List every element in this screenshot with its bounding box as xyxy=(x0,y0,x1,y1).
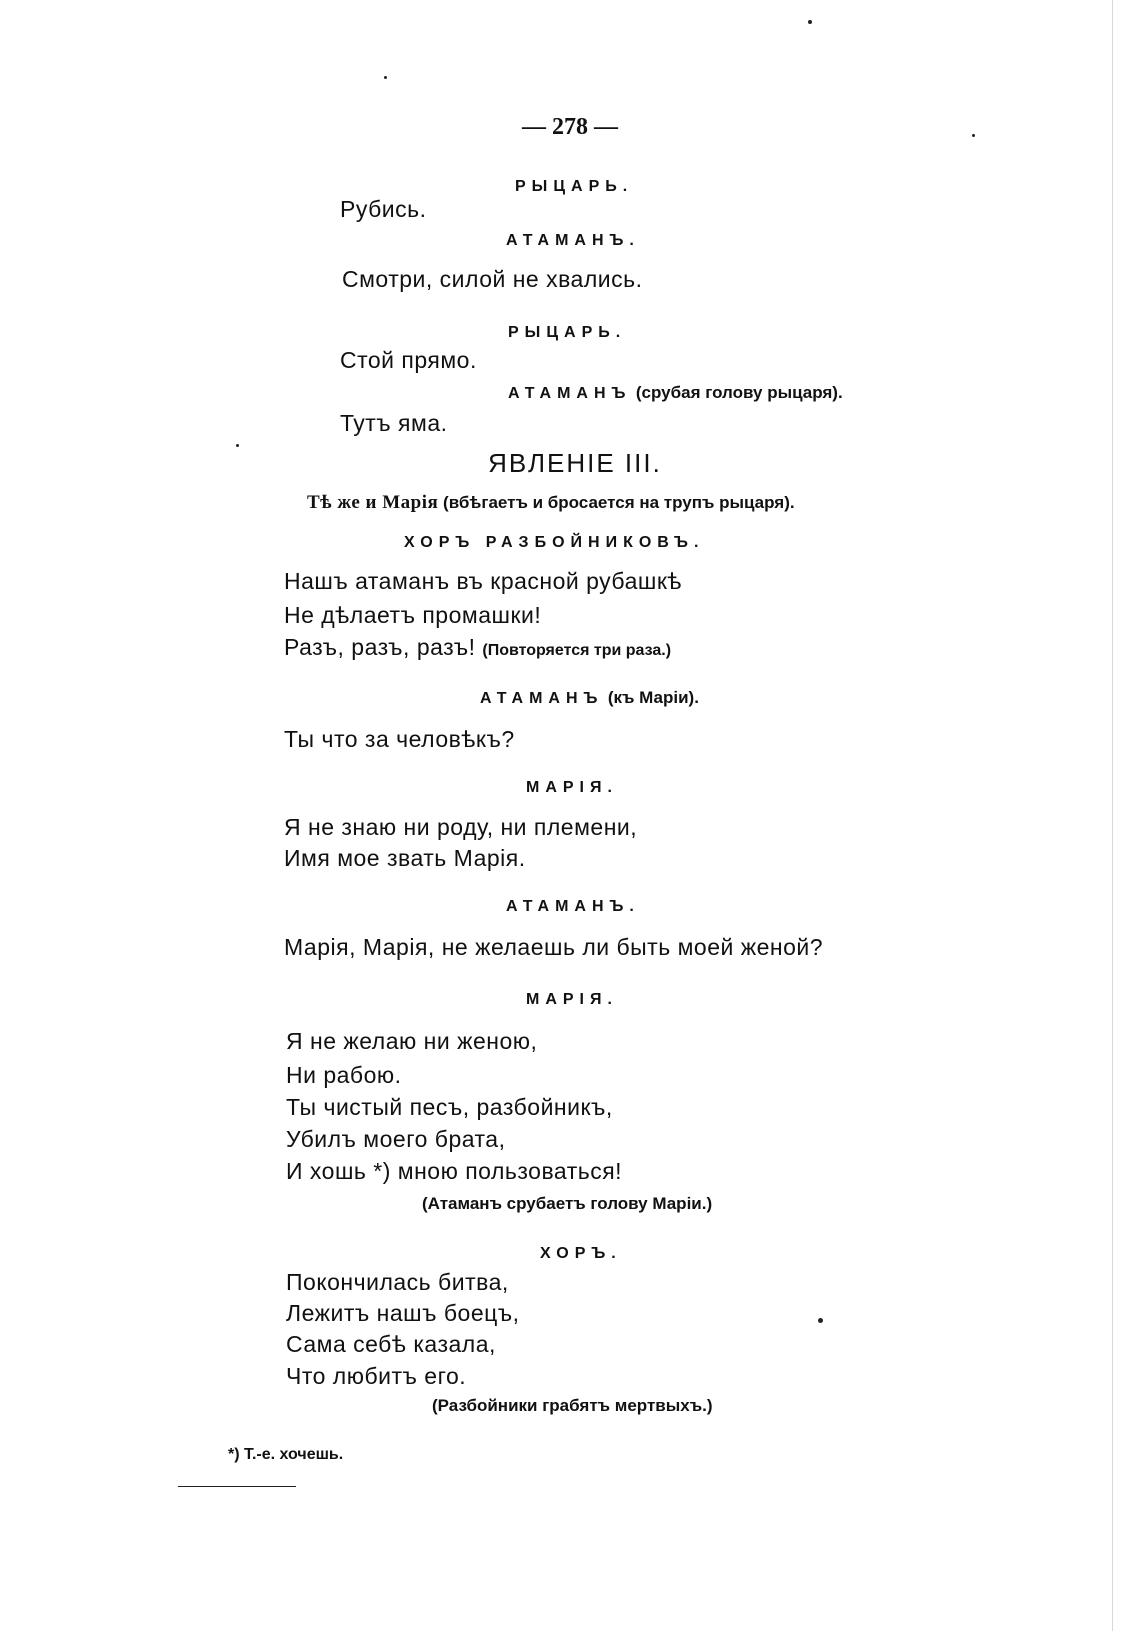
speaker-robbers-chorus: ХОРЪ РАЗБОЙНИКОВЪ. xyxy=(404,534,705,551)
maria-line-1b: Имя мое звать Марія. xyxy=(284,845,526,871)
scan-speck xyxy=(384,76,387,79)
speaker-ataman-4: АТАМАНЪ. xyxy=(506,898,640,915)
page-number: — 278 — xyxy=(522,114,618,140)
scan-speck xyxy=(818,1318,823,1323)
chorus-line-3: Разъ, разъ, разъ! xyxy=(284,634,476,660)
line-knight-2: Стой прямо. xyxy=(340,347,477,373)
speaker-knight-1: РЫЦАРЬ. xyxy=(515,178,634,195)
page-edge-line xyxy=(1112,0,1113,1631)
chorus-line-1: Нашъ атаманъ въ красной рубашкѣ xyxy=(284,568,682,594)
speaker-ataman-2-row xyxy=(508,383,843,403)
chorus-line-3-row xyxy=(284,634,671,661)
scan-speck xyxy=(236,444,239,447)
maria-line-2d: Убилъ моего брата, xyxy=(286,1126,506,1152)
chorus2-line-4: Что любитъ его. xyxy=(286,1363,467,1389)
scene-title: ЯВЛЕНІЕ III. xyxy=(488,448,662,478)
chorus2-line-1: Покончилась битва, xyxy=(286,1269,509,1295)
footnote-rule xyxy=(178,1486,296,1487)
scan-speck xyxy=(972,134,975,137)
maria-line-2a: Я не желаю ни женою, xyxy=(286,1028,538,1054)
speaker-ataman-2: АТАМАНЪ xyxy=(508,385,632,402)
footnote: *) Т.-е. хочешь. xyxy=(228,1446,344,1463)
cast-list-row xyxy=(307,492,795,514)
speaker-ataman-3: АТАМАНЪ xyxy=(480,690,604,707)
stage-direction-behead-knight: (срубая голову рыцаря). xyxy=(635,383,843,402)
maria-line-1a: Я не знаю ни роду, ни племени, xyxy=(284,814,638,840)
maria-line-2e: И хошь *) мною пользоваться! xyxy=(286,1158,623,1184)
maria-line-2c: Ты чистый песъ, разбойникъ, xyxy=(286,1094,613,1120)
line-ataman-2: Тутъ яма. xyxy=(340,410,448,436)
speaker-ataman-3-row xyxy=(480,688,699,708)
ataman-line-4: Марія, Марія, не желаешь ли быть моей женой? xyxy=(284,934,824,960)
speaker-maria-1: МАРІЯ. xyxy=(526,779,618,796)
stage-direction-plunder: (Разбойники грабятъ мертвыхъ.) xyxy=(432,1396,713,1415)
cast-direction: (вбѣгаетъ и бросается на трупъ рыцаря). xyxy=(443,493,795,512)
line-ataman-1: Смотри, силой не хвались. xyxy=(342,266,643,292)
stage-direction-repeat: (Повторяется три раза.) xyxy=(482,642,672,659)
maria-line-2b: Ни рабою. xyxy=(286,1062,402,1088)
chorus-line-2: Не дѣлаетъ промашки! xyxy=(284,602,542,628)
stage-direction-to-maria: (къ Маріи). xyxy=(607,688,699,707)
speaker-chorus-2: ХОРЪ. xyxy=(540,1245,622,1262)
scan-speck xyxy=(808,20,812,24)
speaker-knight-2: РЫЦАРЬ. xyxy=(508,324,627,341)
stage-direction-behead-maria: (Атаманъ срубаетъ голову Маріи.) xyxy=(422,1194,713,1213)
line-knight-1: Рубись. xyxy=(340,196,427,222)
cast-names: Тѣ же и Марія xyxy=(307,492,439,513)
ataman-line-3: Ты что за человѣкъ? xyxy=(284,726,515,752)
speaker-maria-2: МАРІЯ. xyxy=(526,991,618,1008)
chorus2-line-2: Лежитъ нашъ боецъ, xyxy=(286,1300,520,1326)
speaker-ataman-1: АТАМАНЪ. xyxy=(506,232,640,249)
chorus2-line-3: Сама себѣ казала, xyxy=(286,1331,496,1357)
